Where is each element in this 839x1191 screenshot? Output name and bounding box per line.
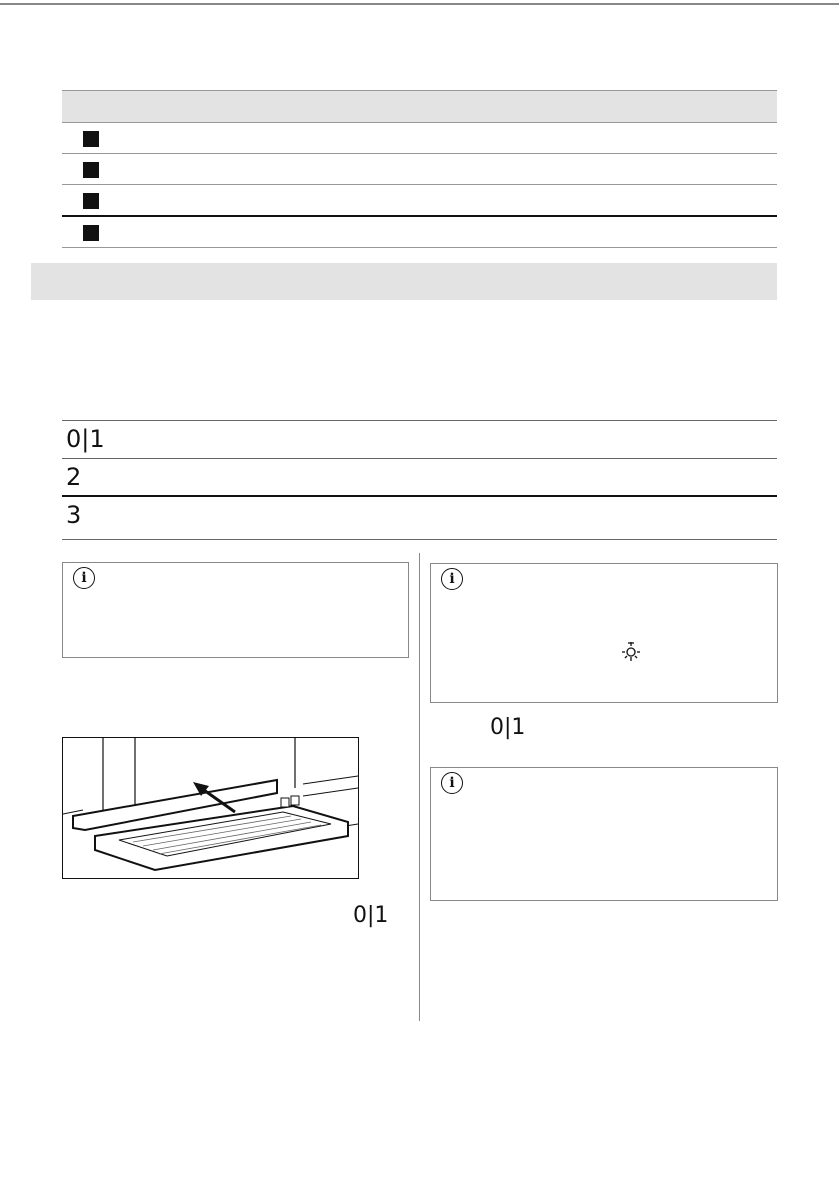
info-box-right-bottom bbox=[430, 767, 778, 901]
row-marker bbox=[83, 162, 99, 178]
info-box-left bbox=[62, 562, 409, 658]
row-marker bbox=[83, 193, 99, 209]
info-icon: i bbox=[441, 568, 463, 590]
section-heading-bar bbox=[31, 263, 777, 300]
info-icon: i bbox=[441, 772, 463, 794]
hood-drawing bbox=[63, 738, 358, 878]
on-off-symbol-inline-right: 0|1 bbox=[490, 715, 526, 740]
top-rule bbox=[0, 0, 839, 12]
lamp-icon bbox=[619, 640, 643, 664]
row-marker bbox=[83, 225, 99, 241]
on-off-symbol-inline-left: 0|1 bbox=[353, 903, 389, 928]
speed-3-symbol: 3 bbox=[66, 501, 82, 529]
controls-table bbox=[62, 420, 777, 540]
table-row bbox=[62, 123, 777, 154]
table-row bbox=[62, 421, 777, 459]
row-marker bbox=[83, 131, 99, 147]
table-row bbox=[62, 459, 777, 497]
speed-2-symbol: 2 bbox=[66, 463, 82, 491]
table-row bbox=[62, 154, 777, 185]
info-box-right-top bbox=[430, 563, 778, 703]
parts-table-header bbox=[62, 90, 777, 123]
on-off-symbol: 0|1 bbox=[66, 425, 105, 453]
column-divider bbox=[419, 553, 420, 1021]
table-row bbox=[62, 217, 777, 248]
table-row bbox=[62, 497, 777, 540]
table-row bbox=[62, 185, 777, 217]
hood-illustration bbox=[62, 737, 359, 879]
info-icon: i bbox=[73, 567, 95, 589]
parts-table bbox=[62, 90, 777, 248]
